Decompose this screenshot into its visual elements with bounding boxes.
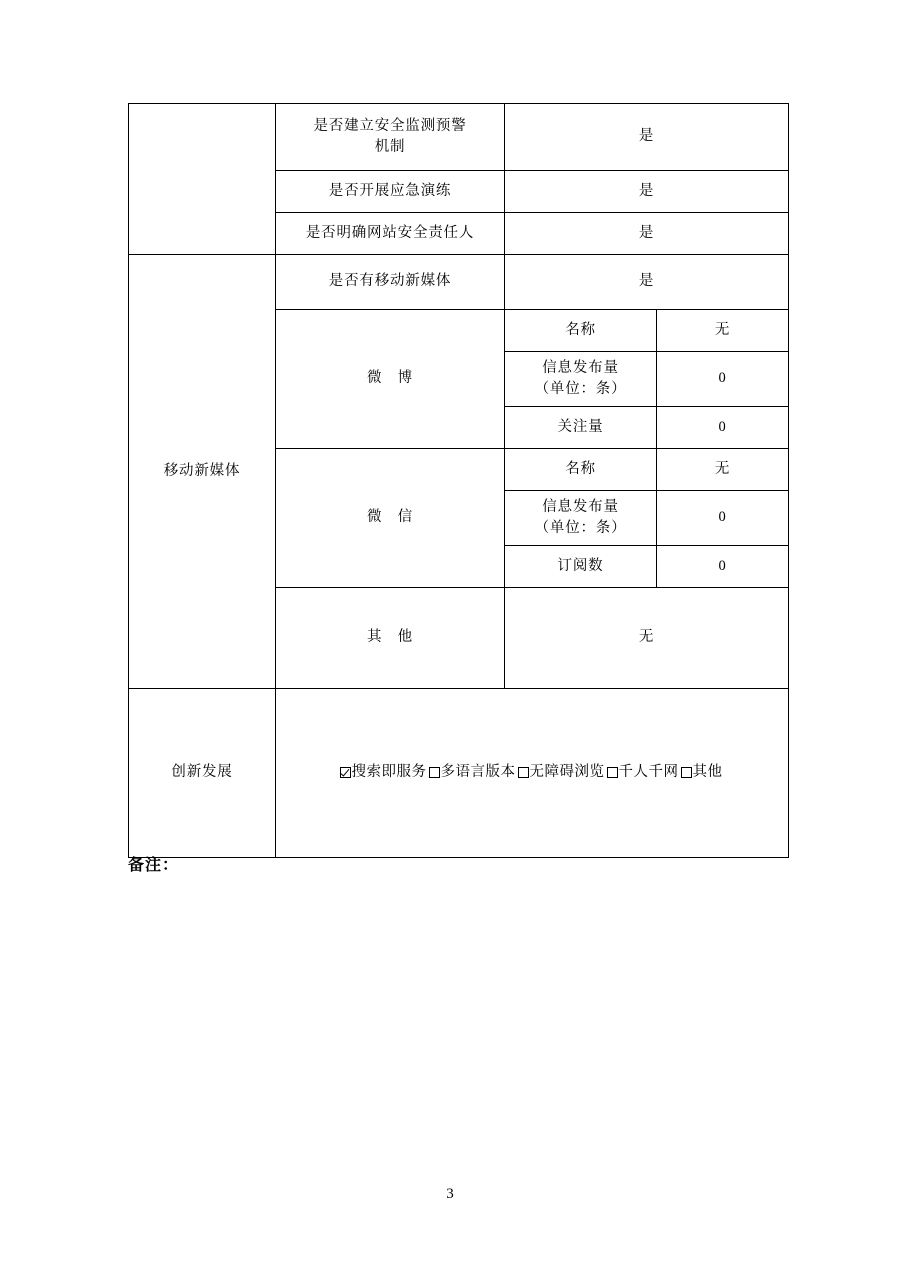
checkbox-checked-icon[interactable] <box>340 767 351 778</box>
innovation-option[interactable] <box>681 762 725 783</box>
innovation-option[interactable] <box>518 762 607 783</box>
weibo-item-label <box>505 352 657 407</box>
innovation-option[interactable] <box>429 762 518 783</box>
innovation-option-label: 其他 <box>692 764 723 781</box>
weibo-item-label: 关注量 <box>505 407 657 449</box>
weibo-item-value: 无 <box>657 310 789 352</box>
checkbox-icon[interactable] <box>429 767 440 778</box>
innovation-option-label: 千人千网 <box>618 764 679 781</box>
security-row-label: 是否开展应急演练 <box>276 171 505 213</box>
has-media-value: 是 <box>505 255 789 310</box>
weixin-item-value: 无 <box>657 449 789 491</box>
weixin-label: 微 信 <box>276 449 505 588</box>
weibo-item-value: 0 <box>657 352 789 407</box>
innovation-option[interactable] <box>607 762 681 783</box>
security-row-label <box>276 104 505 171</box>
other-media-label: 其 他 <box>276 588 505 689</box>
security-row-value: 是 <box>505 104 789 171</box>
weixin-item-value: 0 <box>657 546 789 588</box>
weibo-label: 微 博 <box>276 310 505 449</box>
innovation-option-label: 搜索即服务 <box>351 764 427 781</box>
has-media-label: 是否有移动新媒体 <box>276 255 505 310</box>
checkbox-icon[interactable] <box>607 767 618 778</box>
weibo-item-label: 名称 <box>505 310 657 352</box>
table-row <box>129 689 789 858</box>
checkbox-icon[interactable] <box>681 767 692 778</box>
security-row-label-line2: 机制 <box>374 139 406 155</box>
innovation-options-cell <box>276 689 789 858</box>
innovation-option-label: 无障碍浏览 <box>529 764 605 781</box>
weibo-item-label-line2: （单位：条） <box>534 381 627 397</box>
innovation-checkbox-group <box>279 762 785 783</box>
remark-label: 备注： <box>128 857 180 874</box>
security-row-label: 是否明确网站安全责任人 <box>276 213 505 255</box>
weibo-item-label-line1: 信息发布量 <box>542 359 619 376</box>
weixin-item-label: 名称 <box>505 449 657 491</box>
weixin-item-label: 订阅数 <box>505 546 657 588</box>
table-row <box>129 255 789 310</box>
security-row-value: 是 <box>505 171 789 213</box>
report-table <box>128 103 789 858</box>
security-row-label-line1: 是否建立安全监测预警 <box>313 117 467 134</box>
weixin-item-value: 0 <box>657 491 789 546</box>
weixin-item-label-line2: （单位：条） <box>534 520 627 536</box>
innovation-option-label: 多语言版本 <box>440 764 516 781</box>
security-section-blank-cell <box>129 104 276 255</box>
other-media-value: 无 <box>505 588 789 689</box>
checkbox-icon[interactable] <box>518 767 529 778</box>
weixin-item-label <box>505 491 657 546</box>
innovation-section-label: 创新发展 <box>129 689 276 858</box>
weixin-item-label-line1: 信息发布量 <box>542 498 619 515</box>
security-row-value: 是 <box>505 213 789 255</box>
table-row <box>129 104 789 171</box>
media-section-label: 移动新媒体 <box>129 255 276 689</box>
page-number: 3 <box>446 1186 454 1202</box>
innovation-option[interactable] <box>340 762 429 783</box>
weibo-item-value: 0 <box>657 407 789 449</box>
